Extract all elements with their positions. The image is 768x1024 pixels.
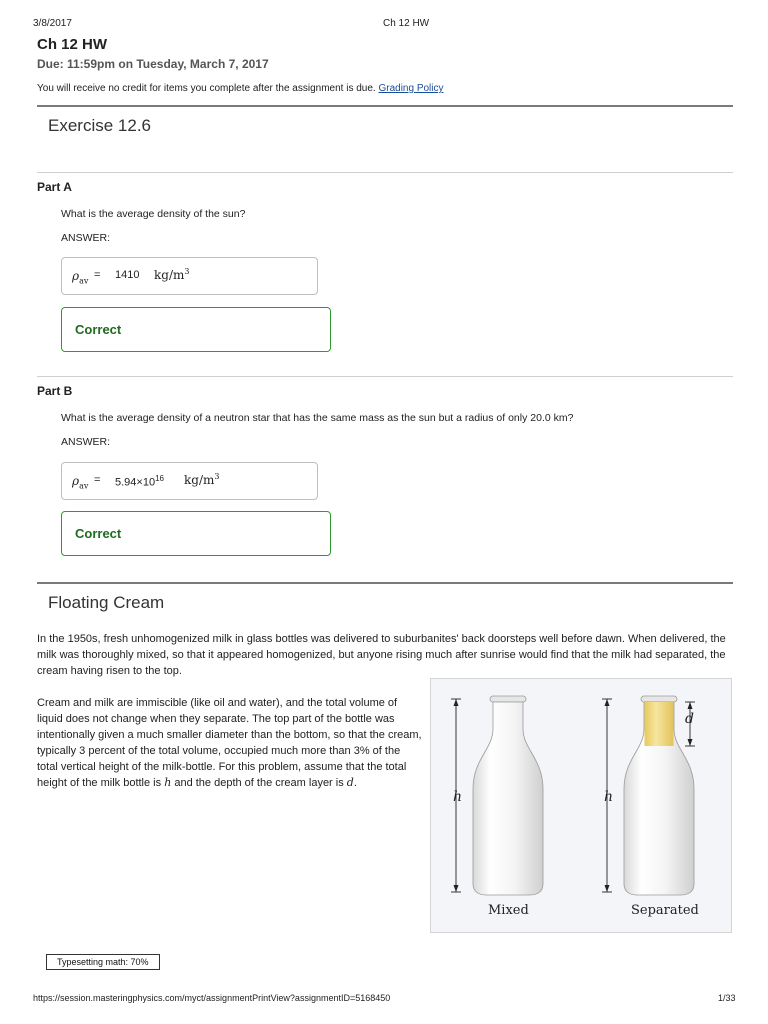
footer-url: https://session.masteringphysics.com/myct/assignmentPrintView?assignmentID=5168450 bbox=[33, 993, 391, 1003]
separated-bottle bbox=[602, 696, 695, 895]
label-h-mixed: h bbox=[453, 789, 463, 805]
caption-separated: Separated bbox=[631, 903, 699, 918]
late-notice bbox=[37, 83, 444, 94]
section-divider bbox=[37, 105, 733, 107]
part-a-correct-badge bbox=[61, 307, 331, 352]
problem-paragraph: Cream and milk are immiscible (like oil and water), and the total volume of liquid does not change when they separate. The top part of the bottle was intentionally given a much smaller diameter than the bottom, so that the cream, typically 3 percent of the total volume, occupied much more than 3% of the total vertical height of the milk-bottle. For this problem, assume that the total height of the milk bottle is h and the depth of the cream layer is d. bbox=[37, 697, 422, 789]
part-a-answer-box bbox=[61, 257, 318, 295]
part-b-result: Correct bbox=[75, 526, 122, 541]
part-b-label: Part B bbox=[37, 384, 73, 398]
label-h-separated: h bbox=[604, 789, 614, 805]
footer-page: 1/33 bbox=[718, 993, 736, 1003]
part-a-result: Correct bbox=[75, 322, 122, 337]
var-h: h bbox=[164, 776, 172, 789]
part-b-question: What is the average density of a neutron star that has the same mass as the sun but a radius of only 20.0 km? bbox=[61, 412, 574, 424]
assignment-title: Ch 12 HW bbox=[37, 36, 108, 53]
rho-symbol: $\rho_{av}$ bbox=[72, 269, 89, 286]
part-a-unit: $kg/m^3$ bbox=[154, 267, 190, 282]
rho-symbol: $\rho_{av}$ bbox=[72, 474, 89, 491]
part-a-label: Part A bbox=[37, 180, 72, 194]
part-b-unit: $kg/m^3$ bbox=[184, 472, 220, 487]
part-a-answer-label: ANSWER: bbox=[61, 232, 111, 244]
part-b-value: $5.94\times 10^{16}$ bbox=[115, 474, 164, 489]
part-b-answer-box bbox=[61, 462, 318, 500]
equals-sign: = bbox=[94, 474, 101, 486]
print-title: Ch 12 HW bbox=[383, 18, 430, 29]
grading-policy-link[interactable]: Grading Policy bbox=[378, 83, 444, 94]
part-a-question: What is the average density of the sun? bbox=[61, 208, 246, 220]
part-a-value: 1410 bbox=[115, 269, 140, 281]
exercise-title: Exercise 12.6 bbox=[48, 116, 151, 135]
var-d: d bbox=[346, 776, 354, 789]
part-divider bbox=[37, 172, 733, 173]
late-notice-text: You will receive no credit for items you complete after the assignment is due. bbox=[37, 83, 376, 94]
equals-sign: = bbox=[94, 269, 101, 281]
typesetting-status: Typesetting math: 70% bbox=[46, 954, 160, 970]
mixed-bottle bbox=[451, 696, 543, 895]
intro-paragraph: In the 1950s, fresh unhomogenized milk in glass bottles was delivered to suburbanites' back doorsteps well before dawn. When delivered, the milk was thoroughly mixed, so that it appeared homogenized, but anyone rising much after sunrise would find that the milk had separated, the cream having risen to the top. bbox=[37, 633, 726, 677]
part-b-correct-badge bbox=[61, 511, 331, 556]
print-date: 3/8/2017 bbox=[33, 18, 72, 29]
part-divider bbox=[37, 376, 733, 377]
label-d: d bbox=[685, 711, 694, 727]
section-divider bbox=[37, 582, 733, 584]
exercise-title: Floating Cream bbox=[48, 593, 165, 612]
part-b-answer-label: ANSWER: bbox=[61, 436, 111, 448]
bottle-figure bbox=[430, 678, 732, 933]
due-date: Due: 11:59pm on Tuesday, March 7, 2017 bbox=[37, 57, 269, 71]
caption-mixed: Mixed bbox=[488, 903, 529, 918]
